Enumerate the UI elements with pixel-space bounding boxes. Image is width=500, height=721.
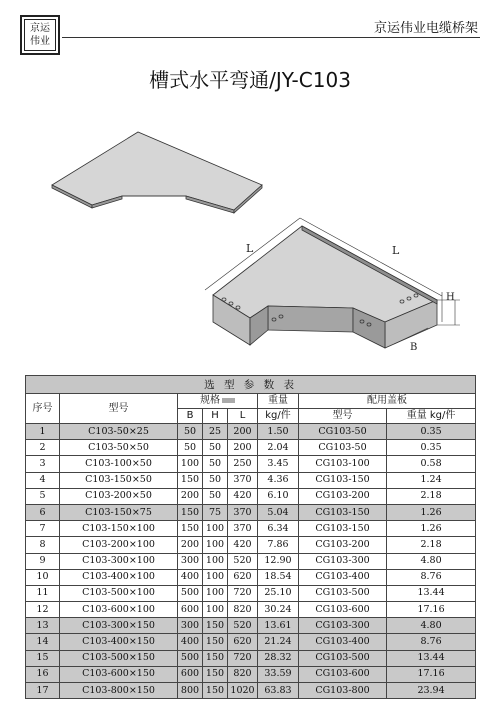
table-cell: 16: [26, 666, 60, 682]
table-cell: CG103-200: [299, 537, 387, 553]
table-cell: 600: [178, 602, 203, 618]
table-cell: 14: [26, 634, 60, 650]
table-cell: 150: [203, 683, 228, 699]
table-cell: 100: [178, 456, 203, 472]
col-header-b: B: [178, 409, 203, 424]
table-cell: C103-200×50: [60, 488, 178, 504]
table-cell: 100: [203, 585, 228, 601]
table-cell: 520: [228, 618, 258, 634]
table-cell: 17.16: [387, 602, 476, 618]
table-cell: 500: [178, 585, 203, 601]
table-cell: 15: [26, 650, 60, 666]
table-row: [26, 553, 476, 569]
table-cell: 720: [228, 585, 258, 601]
table-cell: 3.45: [258, 456, 299, 472]
table-cell: C103-300×100: [60, 553, 178, 569]
table-cell: 1: [26, 424, 60, 440]
table-cell: 13: [26, 618, 60, 634]
table-cell: 6: [26, 504, 60, 520]
table-cell: 3: [26, 456, 60, 472]
table-cell: 150: [203, 634, 228, 650]
table-cell: CG103-400: [299, 569, 387, 585]
table-cell: 200: [178, 488, 203, 504]
table-cell: 50: [178, 424, 203, 440]
table-cell: 370: [228, 521, 258, 537]
table-cell: 23.94: [387, 683, 476, 699]
table-cell: C103-500×150: [60, 650, 178, 666]
table-cell: C103-600×150: [60, 666, 178, 682]
table-cell: 2.04: [258, 440, 299, 456]
table-cell: 150: [178, 472, 203, 488]
table-row: [26, 585, 476, 601]
table-cell: C103-50×25: [60, 424, 178, 440]
table-cell: 620: [228, 569, 258, 585]
table-cell: C103-150×100: [60, 521, 178, 537]
table-cell: 5: [26, 488, 60, 504]
table-cell: 0.35: [387, 440, 476, 456]
table-cell: 250: [228, 456, 258, 472]
table-cell: 420: [228, 537, 258, 553]
col-header-seq: 序号: [26, 394, 60, 424]
cover-plate-drawing: [52, 132, 262, 213]
table-row: [26, 456, 476, 472]
table-cell: 0.35: [387, 424, 476, 440]
col-header-weight-unit: kg/件: [258, 409, 299, 424]
table-cell: 300: [178, 618, 203, 634]
col-header-weight: 重量: [258, 394, 299, 409]
table-cell: 7.86: [258, 537, 299, 553]
table-row: [26, 666, 476, 682]
table-row: [26, 602, 476, 618]
table-cell: CG103-150: [299, 504, 387, 520]
table-cell: 500: [178, 650, 203, 666]
table-cell: CG103-500: [299, 650, 387, 666]
table-cell: 100: [203, 602, 228, 618]
table-cell: 4.80: [387, 618, 476, 634]
table-cell: 17: [26, 683, 60, 699]
company-name: 京运伟业电缆桥架: [373, 21, 478, 36]
table-cell: 370: [228, 472, 258, 488]
table-cell: 400: [178, 634, 203, 650]
table-cell: 12: [26, 602, 60, 618]
table-cell: 1.50: [258, 424, 299, 440]
table-cell: C103-100×50: [60, 456, 178, 472]
mm-unit-icon: [222, 398, 235, 403]
table-cell: 600: [178, 666, 203, 682]
table-cell: C103-800×150: [60, 683, 178, 699]
table-cell: 820: [228, 602, 258, 618]
table-cell: 370: [228, 504, 258, 520]
table-cell: CG103-400: [299, 634, 387, 650]
table-cell: 100: [203, 553, 228, 569]
dim-label-l-right: L: [392, 244, 400, 257]
table-cell: 150: [178, 504, 203, 520]
table-caption: 选 型 参 数 表: [26, 376, 476, 394]
table-row: [26, 440, 476, 456]
table-cell: 100: [203, 569, 228, 585]
col-header-cover: 配用盖板: [299, 394, 476, 409]
table-cell: 6.34: [258, 521, 299, 537]
table-cell: 150: [203, 618, 228, 634]
table-row: [26, 472, 476, 488]
table-cell: 75: [203, 504, 228, 520]
table-row: [26, 488, 476, 504]
table-cell: 150: [203, 650, 228, 666]
table-row: [26, 424, 476, 440]
logo-text-top: 京运: [30, 23, 50, 34]
table-cell: 21.24: [258, 634, 299, 650]
table-cell: C103-50×50: [60, 440, 178, 456]
table-cell: CG103-600: [299, 666, 387, 682]
table-cell: 2.18: [387, 488, 476, 504]
table-cell: 100: [203, 521, 228, 537]
table-cell: 25.10: [258, 585, 299, 601]
table-cell: 13.61: [258, 618, 299, 634]
table-cell: 10: [26, 569, 60, 585]
table-cell: 2.18: [387, 537, 476, 553]
table-cell: CG103-500: [299, 585, 387, 601]
table-cell: 200: [228, 440, 258, 456]
table-cell: CG103-300: [299, 618, 387, 634]
table-cell: C103-400×150: [60, 634, 178, 650]
table-cell: 800: [178, 683, 203, 699]
col-header-h: H: [203, 409, 228, 424]
table-cell: C103-300×150: [60, 618, 178, 634]
table-cell: C103-200×100: [60, 537, 178, 553]
table-cell: 1.26: [387, 504, 476, 520]
table-cell: CG103-300: [299, 553, 387, 569]
table-cell: 300: [178, 553, 203, 569]
table-cell: 13.44: [387, 585, 476, 601]
table-cell: 25: [203, 424, 228, 440]
col-header-cover-weight: 重量 kg/件: [387, 409, 476, 424]
table-cell: C103-400×100: [60, 569, 178, 585]
table-cell: 33.59: [258, 666, 299, 682]
table-cell: 200: [228, 424, 258, 440]
table-cell: 4.80: [387, 553, 476, 569]
table-cell: CG103-800: [299, 683, 387, 699]
col-header-cover-model: 型号: [299, 409, 387, 424]
table-cell: 400: [178, 569, 203, 585]
table-cell: 420: [228, 488, 258, 504]
table-cell: 50: [203, 456, 228, 472]
table-row: [26, 537, 476, 553]
table-cell: 18.54: [258, 569, 299, 585]
table-row: [26, 634, 476, 650]
table-cell: 1.24: [387, 472, 476, 488]
table-cell: C103-500×100: [60, 585, 178, 601]
dim-label-l-left: L: [246, 242, 254, 255]
table-cell: 520: [228, 553, 258, 569]
table-row: [26, 521, 476, 537]
table-cell: CG103-50: [299, 424, 387, 440]
table-cell: 12.90: [258, 553, 299, 569]
spec-table: [25, 375, 476, 699]
table-cell: 6.10: [258, 488, 299, 504]
table-cell: CG103-100: [299, 456, 387, 472]
table-cell: 5.04: [258, 504, 299, 520]
table-row: [26, 650, 476, 666]
table-row: [26, 618, 476, 634]
table-cell: 28.32: [258, 650, 299, 666]
table-cell: CG103-600: [299, 602, 387, 618]
table-cell: 720: [228, 650, 258, 666]
table-cell: 50: [178, 440, 203, 456]
table-cell: CG103-200: [299, 488, 387, 504]
table-row: [26, 569, 476, 585]
table-cell: 4: [26, 472, 60, 488]
table-cell: 0.58: [387, 456, 476, 472]
dim-label-b: B: [410, 342, 418, 353]
table-cell: 50: [203, 488, 228, 504]
table-cell: 150: [178, 521, 203, 537]
table-cell: 9: [26, 553, 60, 569]
table-cell: 50: [203, 472, 228, 488]
table-cell: 11: [26, 585, 60, 601]
table-cell: C103-600×100: [60, 602, 178, 618]
logo-text-bottom: 伟业: [30, 36, 50, 47]
table-cell: 7: [26, 521, 60, 537]
table-cell: 63.83: [258, 683, 299, 699]
table-cell: 200: [178, 537, 203, 553]
table-cell: 820: [228, 666, 258, 682]
table-cell: 13.44: [387, 650, 476, 666]
page-title: 槽式水平弯通/JY-C103: [149, 68, 351, 92]
table-cell: CG103-150: [299, 472, 387, 488]
table-cell: 1.26: [387, 521, 476, 537]
table-cell: 1020: [228, 683, 258, 699]
table-cell: 620: [228, 634, 258, 650]
table-cell: C103-150×50: [60, 472, 178, 488]
table-row: [26, 683, 476, 699]
table-cell: 8: [26, 537, 60, 553]
table-row: [26, 504, 476, 520]
table-cell: 4.36: [258, 472, 299, 488]
col-header-l: L: [228, 409, 258, 424]
table-cell: 2: [26, 440, 60, 456]
col-header-spec: 规格: [178, 394, 258, 409]
table-cell: 17.16: [387, 666, 476, 682]
table-cell: 100: [203, 537, 228, 553]
table-cell: 50: [203, 440, 228, 456]
table-cell: CG103-50: [299, 440, 387, 456]
table-cell: CG103-150: [299, 521, 387, 537]
table-cell: 150: [203, 666, 228, 682]
dim-label-h: H: [446, 292, 455, 303]
col-header-model: 型号: [60, 394, 178, 424]
table-cell: C103-150×75: [60, 504, 178, 520]
table-cell: 30.24: [258, 602, 299, 618]
table-cell: 8.76: [387, 634, 476, 650]
table-cell: 8.76: [387, 569, 476, 585]
